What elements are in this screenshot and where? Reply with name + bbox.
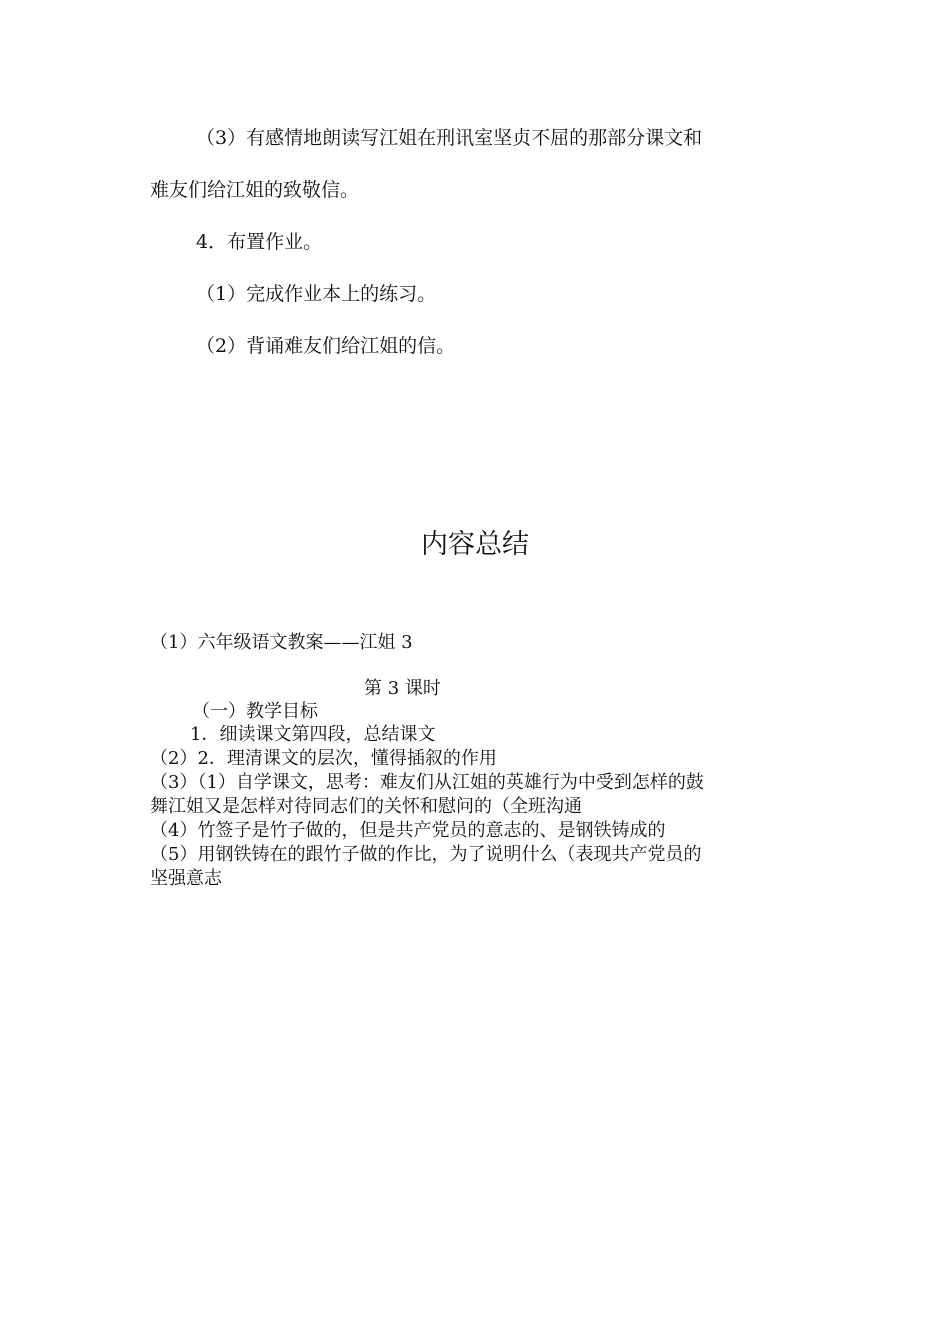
- summary-line: （1）六年级语文教案——江姐 3: [150, 632, 413, 653]
- summary-line: 1．细读课文第四段，总结课文: [190, 724, 436, 745]
- homework-item-1: （1）完成作业本上的练习。: [196, 283, 437, 305]
- summary-line: （4）竹签子是竹子做的，但是共产党员的意志的、是钢铁铸成的: [150, 820, 666, 841]
- summary-line: （5）用钢铁铸在的跟竹子做的作比，为了说明什么（表现共产党员的: [150, 844, 702, 865]
- homework-item-2: （2）背诵难友们给江姐的信。: [196, 335, 456, 357]
- summary-title: 内容总结: [421, 529, 529, 560]
- summary-line: 第 3 课时: [364, 678, 441, 699]
- item-3-line-2: 难友们给江姐的致敬信。: [150, 179, 360, 201]
- summary-line: （3）（1）自学课文，思考：难友们从江姐的英雄行为中受到怎样的鼓: [150, 772, 704, 793]
- summary-line: （2）2．理清课文的层次，懂得插叙的作用: [150, 748, 497, 769]
- homework-heading: 4．布置作业。: [196, 231, 323, 253]
- summary-line: （一）教学目标: [192, 701, 318, 722]
- summary-line: 坚强意志: [150, 868, 222, 889]
- item-3-line-1: （3）有感情地朗读写江姐在刑讯室坚贞不屈的那部分课文和: [196, 127, 703, 149]
- summary-line: 舞江姐又是怎样对待同志们的关怀和慰问的（全班沟通: [150, 796, 582, 817]
